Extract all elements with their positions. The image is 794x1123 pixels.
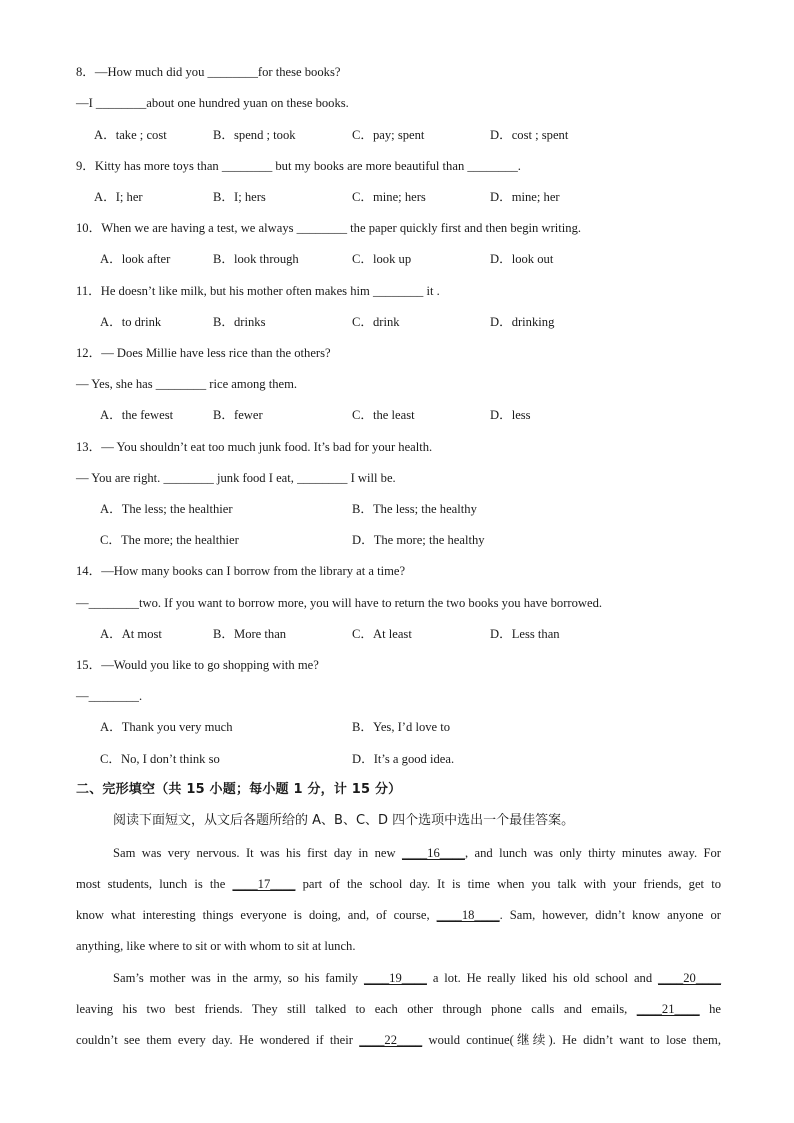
passage-line [76,907,721,923]
blank-22: ____22____ [359,1033,423,1047]
option-c: C．the least [352,408,415,422]
option-d: D．less [490,408,531,422]
question-13-stem: 13．— You shouldn’t eat too much junk food. It’s bad for your health. [76,440,433,454]
blank-18: ____18____ [436,908,500,922]
question-11-stem: 11．He doesn’t like milk, but his mother often makes him ________ it . [76,284,440,298]
option-c: C．drink [352,315,400,329]
passage-text: . Sam, however, didn’t know anyone or [499,908,721,922]
question-15-stem: 15．—Would you like to go shopping with me? [76,658,319,672]
option-a: A．look after [100,252,171,266]
passage-text: couldn’t see them every day. He wondered if their [76,1033,353,1047]
question-8-response: —I ________about one hundred yuan on these books. [76,96,349,110]
option-a: A．The less; the healthier [100,502,233,516]
option-b: B．drinks [213,315,266,329]
question-15-response: —________. [76,689,143,703]
passage-text: most students, lunch is the [76,877,226,891]
option-d: D．cost ; spent [490,128,569,142]
blank-16: ____16____ [401,846,465,860]
question-9-stem: 9．Kitty has more toys than ________ but my books are more beautiful than ________. [76,159,521,173]
passage-line [76,938,721,954]
option-c: C．At least [352,627,412,641]
blank-17: ____17____ [232,877,296,891]
option-d: D．drinking [490,315,555,329]
option-d: D．mine; her [490,190,560,204]
option-a: A．to drink [100,315,162,329]
passage-text: Sam’s mother was in the army, so his family [113,971,359,985]
passage-line [76,1001,721,1017]
option-b: B．look through [213,252,299,266]
option-d: D．It’s a good idea. [352,752,455,766]
passage-text: leaving his two best friends. They still talked to each other through phone calls and emails, [76,1002,628,1016]
option-b: B．spend ; took [213,128,296,142]
option-c: C．pay; spent [352,128,425,142]
passage-line [76,1032,721,1048]
passage-line [113,970,721,986]
option-a: A．Thank you very much [100,720,233,734]
option-d: D．The more; the healthy [352,533,485,547]
option-c: C．The more; the healthier [100,533,239,547]
option-a: A．I; her [94,190,143,204]
option-c: C．mine; hers [352,190,426,204]
blank-19: ____19____ [363,971,427,985]
option-b: B．More than [213,627,287,641]
section-instruction: 阅读下面短文，从文后各题所给的 A、B、C、D 四个选项中选出一个最佳答案。 [113,813,575,828]
passage-text: know what interesting things everyone is doing, and, of course, [76,908,430,922]
option-c: C．look up [352,252,412,266]
option-b: B．The less; the healthy [352,502,477,516]
option-a: A．the fewest [100,408,174,422]
passage-text: , and lunch was only thirty minutes away. For [464,846,721,860]
passage-text: anything, like where to sit or with whom to sit at lunch. [76,939,356,953]
question-12-response: — Yes, she has ________ rice among them. [76,377,298,391]
passage-line [113,845,721,861]
option-d: D．Less than [490,627,560,641]
passage-text: part of the school day. It is time when you talk with your friends, get to [302,877,721,891]
question-8-stem: 8．—How much did you ________for these books? [76,65,341,79]
blank-20: ____20____ [658,971,721,985]
question-14-response: —________two. If you want to borrow more, you will have to return the two books you have borrowed. [76,596,603,610]
passage-text: would continue(继续). He didn’t want to lose them, [428,1033,721,1047]
option-a: A．take ; cost [94,128,167,142]
option-c: C．No, I don’t think so [100,752,220,766]
option-d: D．look out [490,252,554,266]
blank-21: ____21____ [636,1002,700,1016]
passage-text: he [709,1002,721,1016]
option-b: B．I; hers [213,190,266,204]
passage-text: Sam was very nervous. It was his first day in new [113,846,396,860]
question-13-response: — You are right. ________ junk food I eat, ________ I will be. [76,471,396,485]
passage-line [76,876,721,892]
option-a: A．At most [100,627,162,641]
option-b: B．Yes, I’d love to [352,720,451,734]
question-12-stem: 12．— Does Millie have less rice than the others? [76,346,331,360]
passage-text: a lot. He really liked his old school and [432,971,653,985]
option-b: B．fewer [213,408,263,422]
question-14-stem: 14．—How many books can I borrow from the library at a time? [76,564,406,578]
question-10-stem: 10．When we are having a test, we always ________ the paper quickly first and then begin writing. [76,221,582,235]
section-heading: 二、完形填空（共 15 小题；每小题 1 分，计 15 分） [76,782,402,797]
